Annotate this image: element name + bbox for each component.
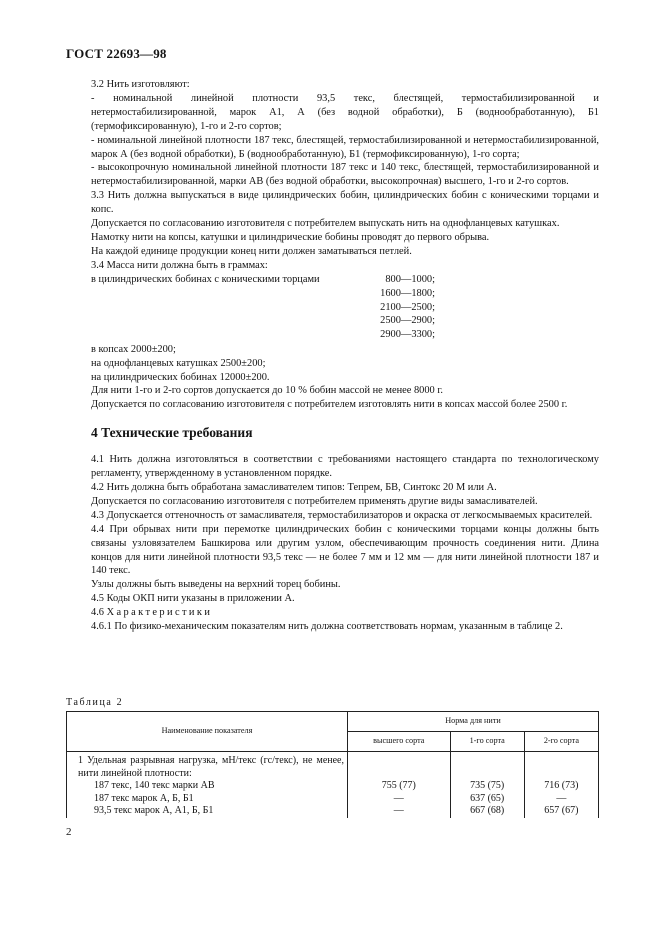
column-header-indicator: Наименование показателя: [67, 712, 348, 752]
column-header-norm: Норма для нити: [348, 712, 599, 732]
mass-line: на цилиндрических бобинах 12000±200.: [91, 371, 270, 383]
row-title: 1 Удельная разрывная нагрузка, мН/текс (гс/текс), не менее, нити линейной плотности:: [78, 755, 344, 779]
clause-4-5: 4.5 Коды ОКП нити указаны в приложении А.: [91, 593, 295, 605]
paragraph: Допускается по согласованию изготовителя с потребителем изготовлять нити в копсах массой более 2500 г.: [91, 399, 568, 411]
paragraph: Допускается по согласованию изготовителя с потребителем выпускать нить на однофланцевых катушках.: [91, 218, 560, 230]
mass-conical-label: в цилиндрических бобинах с коническими торцами: [91, 273, 320, 285]
mass-line: в копсах 2000±200;: [91, 343, 176, 355]
requirements-table: [66, 711, 599, 818]
table-row: [67, 752, 599, 818]
mass-range: 1600—1800;: [380, 287, 435, 299]
page-number: 2: [66, 826, 72, 838]
clause-4-4: 4.4 При обрывах нити при перемотке цилиндрических бобин с коническими торцами концы должны быть связаны узловязателем Башкирова или другим узлом, обеспечивающим прочность соединения нити. Длина концов для нити линейной плотности 93,5 текс — не более 7 мм и 12 мм — для нити линейной плотности 187 и 140 текс.: [91, 523, 599, 577]
value-cell: 716 (73): [544, 780, 579, 791]
column-header-grade: 1-го сорта: [450, 732, 524, 752]
value-cell: 735 (75): [470, 780, 505, 791]
clause-4-2: 4.2 Нить должна быть обработана замасливателем типов: Тепрем, БВ, Синтокс 20 М или А.: [91, 482, 497, 494]
row-cell-grade-2: [524, 752, 598, 818]
mass-range: 2900—3300;: [380, 329, 435, 341]
row-cell-grade-1: [450, 752, 524, 818]
doc-code-header: ГОСТ 22693—98: [66, 46, 167, 61]
paragraph: Допускается по согласованию изготовителя с потребителем применять другие виды замасливателей.: [91, 495, 538, 507]
mass-range: 2100—2500;: [380, 301, 435, 313]
paragraph: Для нити 1-го и 2-го сортов допускается до 10 % бобин массой не менее 8000 г.: [91, 385, 444, 397]
row-cell-name: [67, 752, 348, 818]
paragraph: Намотку нити на копсы, катушки и цилиндрические бобины проводят до первого обрыва.: [91, 231, 490, 243]
value-cell: 657 (67): [544, 805, 579, 816]
clause-4-6-number: 4.6: [91, 607, 104, 619]
clause-4-6: [91, 606, 599, 620]
mass-line: на однофланцевых катушках 2500±200;: [91, 357, 266, 369]
clause-3-2-item: - высокопрочную номинальной линейной плотности 187 текс и 140 текс, блестящей, термостабилизированной и нетермостабилизированной, марки АВ (без водной обработки, высокопрочная) высшего, 1-го и 2-го сортов.: [91, 162, 599, 188]
clause-3-3: 3.3 Нить должна выпускаться в виде цилиндрических бобин, цилиндрических бобин с коническими торцами и копс.: [91, 190, 599, 216]
row-sub-label: 187 текс марок А, Б, Б1: [94, 792, 194, 804]
value-cell: 637 (65): [470, 792, 505, 804]
section-4-heading: 4 Технические требования: [91, 425, 253, 441]
clause-4-3: 4.3 Допускается оттеночность от замасливателя, термостабилизаторов и окраска от легкосмываемых красителей.: [91, 509, 593, 521]
clause-3-4: 3.4 Масса нити должна быть в граммах:: [91, 259, 268, 271]
mass-ranges-block: [91, 273, 599, 343]
value-cell: —: [556, 792, 567, 804]
value-cell: —: [393, 792, 404, 804]
clause-3-2-item: - номинальной линейной плотности 93,5 текс, блестящей, термостабилизированной и нетермостабилизированной, марок А1, А (без водной обработки), Б (водноoбработанную), Б1 (термофиксированную), 1-го и 2-го сортов;: [91, 92, 599, 132]
column-header-grade: 2-го сорта: [524, 732, 598, 752]
column-header-grade: высшего сорта: [348, 732, 451, 752]
clause-4-1: 4.1 Нить должна изготовляться в соответствии с требованиями настоящего стандарта по технологическому регламенту, утвержденному в установленном порядке.: [91, 454, 599, 480]
value-cell: 755 (77): [381, 780, 416, 791]
paragraph: Узлы должны быть выведены на верхний торец бобины.: [91, 579, 341, 591]
mass-range: 2500—2900;: [380, 315, 435, 327]
value-cell: 667 (68): [470, 805, 505, 816]
clause-3-2-item: - номинальной линейной плотности 187 текс, блестящей, термостабилизированной и нетермостабилизированной, марок А (без водной обработки), Б (водноoбработанную), Б1 (термофиксированную), 1-го сорта;: [91, 134, 599, 160]
document-body: [91, 78, 599, 634]
clause-3-2: 3.2 Нить изготовляют:: [91, 79, 190, 90]
clause-4-6-1: 4.6.1 По физико-механическим показателям нить должна соответствовать нормам, указанным в таблице 2.: [91, 621, 563, 633]
row-sub-label: 187 текс, 140 текс марки АВ: [94, 780, 215, 791]
mass-range-column: [372, 273, 435, 343]
row-cell-grade-top: [348, 752, 451, 818]
value-cell: —: [393, 805, 404, 816]
paragraph: На каждой единице продукции конец нити должен заматываться петлей.: [91, 245, 412, 257]
clause-4-6-title: Характеристики: [106, 607, 213, 619]
row-sub-label: 93,5 текс марок А, А1, Б, Б1: [94, 805, 214, 816]
table-caption: Таблица 2: [66, 697, 124, 708]
mass-range: 800—1000;: [385, 273, 435, 285]
